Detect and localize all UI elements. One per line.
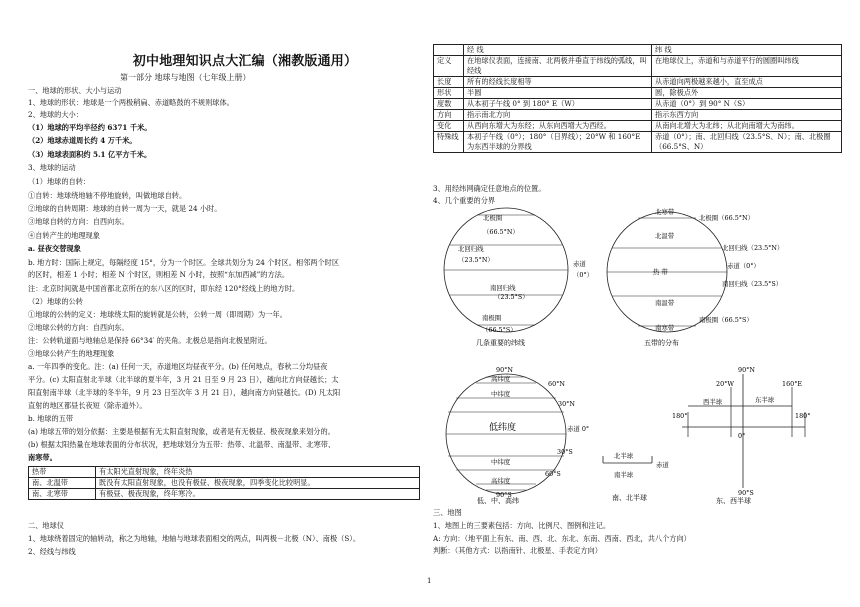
table-cell: 热带 (29, 467, 96, 478)
diagram-label: 90°S (496, 491, 512, 499)
band-label: 高纬度 (491, 477, 511, 485)
zone-label: 北寒带 (655, 208, 675, 216)
diagram-caption: 东、西半球 (716, 497, 751, 505)
table-cell: 方向 (434, 110, 464, 121)
diagram-caption: 南、北半球 (612, 494, 647, 502)
text-line: （1）地球的平均半径约 6371 千米。 (28, 123, 152, 132)
diagram-label: 60°N (548, 380, 565, 388)
diagram-caption: 五带的分布 (644, 339, 679, 347)
table-row (434, 88, 842, 99)
text-line: ②地球公转的方向：自西向东。 (28, 323, 129, 332)
diagram-label: 北回归线 (458, 245, 484, 253)
band-label: 中纬度 (491, 458, 511, 466)
text-line: 注：北京时间就是中国首都北京所在的东八区的区时，即东经 120°经线上的地方时。 (28, 284, 300, 293)
diagram-label: 180° (672, 412, 688, 420)
diagram-label: 30°N (558, 400, 575, 408)
table-row (434, 77, 842, 88)
table-cell: 定义 (434, 56, 464, 77)
band-label: 高纬度 (491, 375, 511, 383)
table-cell: 特殊线 (434, 132, 464, 153)
table-cell: 本初子午线（0°）；180°（日界线）；20°W 和 160°E 为东西半球的分界线 (464, 132, 652, 153)
five-zones-diagram (607, 207, 783, 347)
text-line: （3）地球表面积约 5.1 亿平方千米。 (28, 150, 152, 159)
text-line: 3、用经纬网确定任意地点的位置。 (433, 184, 546, 193)
diagram-label: 东半球 (755, 396, 775, 404)
text-line: ②地球的自转周期：地球的自转一周为一天，就是 24 小时。 (28, 204, 222, 213)
diagram-label: 0° (738, 432, 746, 440)
text-line: ④自转产生的地理现象 (28, 231, 100, 240)
diagram-label: 90°N (738, 366, 755, 374)
diagram-caption: 低、中、高纬 (477, 497, 519, 505)
text-line: 1、地图上的三要素包括：方向、比例尺、图例和注记。 (433, 521, 611, 530)
table-cell: 有太阳光直射现象，终年炎热 (96, 467, 420, 478)
table-cell: 既没有太阳直射现象，也没有极昼、极夜现象，四季变化比较明显。 (96, 478, 420, 489)
diagram-label: 赤道 (573, 260, 586, 268)
diagram-label: 南回归线（23.5°S） (722, 280, 783, 288)
zone-label: 热 带 (653, 268, 668, 276)
diagram-label: 60°S (545, 470, 561, 478)
page-number: 1 (427, 577, 432, 585)
table-cell: 变化 (434, 121, 464, 132)
diagram-label: 赤道（0°） (727, 262, 760, 270)
table-cell: 有极昼、极夜现象，终年寒冷。 (96, 489, 420, 500)
diagram-label: （66.5°S） (482, 326, 517, 334)
text-line: 南寒带。 (28, 453, 57, 462)
text-line: ③地球自转的方向：自西向东。 (28, 217, 129, 226)
table-cell: 半圆 (464, 88, 652, 99)
table-cell: 南、北温带 (29, 478, 96, 489)
page-title: 初中地理知识点大汇编（湘教版通用） (132, 54, 358, 69)
text-line: 注：公转轨道面与地轴总是保持 66°34′ 的夹角。北极总是指向北极星附近。 (28, 336, 272, 345)
zone-table (28, 466, 420, 500)
diagram-label: 北极圈 (483, 214, 503, 222)
text-line: 1、地球的形状：地球是一个两极稍扁、赤道略鼓的不规则球体。 (28, 98, 234, 107)
diagram-label: （23.5°S） (494, 293, 529, 301)
text-line: 2、经线与纬线 (28, 547, 76, 556)
table-cell: 形状 (434, 88, 464, 99)
diagram-label: 北半球 (614, 452, 634, 460)
diagram-label: 160°E (782, 380, 803, 388)
diagram-label: 90°N (496, 366, 513, 374)
table-header-row (434, 45, 842, 56)
table-row (434, 121, 842, 132)
table-cell: 在地球仪上，赤道和与赤道平行的圆圈叫纬线 (652, 56, 842, 77)
table-cell: 圆，除极点外 (652, 88, 842, 99)
table-row (434, 132, 842, 153)
text-line: （1）地球的自转： (28, 177, 91, 186)
text-line: 1、地球绕着固定的轴转动，称之为地轴，地轴与地球表面相交的两点，叫两极－北极（N）、南极（S）。 (28, 534, 361, 543)
diagram-label: 20°W (716, 380, 734, 388)
table-header (434, 45, 464, 56)
diagram-label: 赤道 0° (567, 425, 590, 433)
table-header: 经 线 (464, 45, 652, 56)
table-row (434, 99, 842, 110)
text-line: 4、几个重要的分界 (433, 196, 496, 205)
table-cell: 指示东西方向 (652, 110, 842, 121)
parallels-diagram (444, 208, 593, 347)
table-header: 纬 线 (652, 45, 842, 56)
table-row (29, 489, 420, 500)
text-line: 直射的地区都昼长夜短（除赤道外）。 (28, 401, 147, 410)
zone-label: 北温带 (655, 232, 675, 240)
table-cell: 长度 (434, 77, 464, 88)
zone-label: 南温带 (655, 299, 675, 307)
diagram-label: 90°S (738, 489, 754, 497)
diagram-label: 南极圈（66.5°S） (699, 316, 753, 324)
text-line: a. 昼夜交替现象 (28, 244, 81, 253)
diagram-label: 南回归线 (490, 284, 516, 292)
diagram-label: 30°S (557, 448, 573, 456)
text-line: 三、地图 (433, 508, 462, 517)
table-row (434, 56, 842, 77)
text-line: 3、地球的运动 (28, 163, 76, 172)
diagram-caption: 几条重要的纬线 (476, 339, 525, 347)
latitudes-diagram (446, 366, 589, 505)
table-cell: 所有的经线长度相等 (464, 77, 652, 88)
page-subtitle: 第一部分 地球与地图（七年级上册） (120, 73, 251, 82)
table-cell: 赤道（0°）；南、北回归线（23.5°S、N）；南、北极圈（66.5°S、N） (652, 132, 842, 153)
text-line: 一、地球的形状、大小与运动 (28, 86, 122, 95)
diagram-label: （0°） (573, 271, 594, 279)
diagram-label: 北回归线（23.5°N） (722, 244, 784, 252)
band-label: 低纬度 (489, 423, 517, 433)
table-cell: 从本初子午线 0° 到 180° E（W） (464, 99, 652, 110)
table-cell: 从南向北增大为北纬；从北向南增大为南纬。 (652, 121, 842, 132)
north-south-hemisphere-diagram (603, 451, 669, 502)
text-line: (a) 地球五带的划分依据：主要是根据有无太阳直射现象，或者是有无极昼、极夜现象来划分的。 (28, 427, 335, 436)
text-line: （2）地球的公转 (28, 297, 83, 306)
text-line: 的区时，相差 1 小时；相差 N 个时区，则相差 N 小时，按照“东加西减”的方法。 (28, 270, 290, 279)
east-west-hemisphere-diagram (672, 366, 810, 505)
diagram-label: 北极圈（66.5°N） (699, 214, 754, 222)
text-line: 判断：（其他方式：以指南针、北极星、手表定方向） (433, 546, 602, 555)
text-line: b. 地方时：国际上规定，每隔经度 15°，分为一个时区。全球共划分为 24 个时区。相邻两个时区 (28, 258, 340, 267)
text-line: 二、地球仪 (28, 521, 64, 530)
zone-label: 南寒带 (655, 324, 675, 332)
table-row (29, 478, 420, 489)
text-line: 2、地球的大小： (28, 110, 83, 119)
text-line: a. 一年四季的变化。注：(a) 任何一天，赤道地区均昼夜平分。(b) 任何地点，春秋二分均昼夜 (28, 362, 328, 371)
text-line: A: 方向：（地平面上有东、南、西、北、东北、东南、西南、西北，共八个方向） (433, 534, 691, 543)
text-line: ①地球的公转的定义：地球绕太阳的旋转就是公转，公转一周（即周期）为一年。 (28, 310, 287, 319)
diagram-label: （66.5°N） (483, 228, 519, 236)
text-line: b. 地球的五带 (28, 414, 74, 423)
diagram-label: 赤道 (656, 461, 669, 469)
text-line: （2）地球赤道周长约 4 万千米。 (28, 136, 137, 145)
table-cell: 指示南北方向 (464, 110, 652, 121)
table-row (434, 110, 842, 121)
diagram-label: 西半球 (703, 398, 723, 406)
table-cell: 在地球仪表面，连接南、北两极并垂直于纬线的弧线，叫经线 (464, 56, 652, 77)
table-cell: 南、北寒带 (29, 489, 96, 500)
text-line: 阳直射南半球（北半球的冬半年，9 月 23 日至次年 3 月 21 日），越向南方向昼越长。(D) 凡太阳 (28, 388, 341, 397)
table-cell: 度数 (434, 99, 464, 110)
meridian-parallel-table (433, 44, 842, 153)
table-cell: 从赤道向两极越来越小，直至成点 (652, 77, 842, 88)
table-cell: 从西向东增大为东经；从东向西增大为西经。 (464, 121, 652, 132)
text-line: ①自转：地球绕地轴不停地旋转，叫做地球自转。 (28, 191, 187, 200)
band-label: 中纬度 (491, 390, 511, 398)
diagram-label: 180° (795, 412, 811, 420)
table-row (29, 467, 420, 478)
diagram-label: 南半球 (614, 471, 634, 479)
table-cell: 从赤道（0°）到 90° N（S） (652, 99, 842, 110)
diagram-label: 南极圈 (482, 314, 502, 322)
diagram-label: （23.5°N） (458, 256, 494, 264)
text-line: 平分。(c) 太阳直射北半球（北半球的夏半年，3 月 21 日至 9 月 23 日），越向北方向昼越长；太 (28, 375, 339, 384)
text-line: (b) 根据太阳热量在地球表面的分布状况，把地球划分为五带：热带、北温带、南温带、北寒带、 (28, 440, 336, 449)
text-line: ③地球公转产生的地理现象 (28, 349, 115, 358)
